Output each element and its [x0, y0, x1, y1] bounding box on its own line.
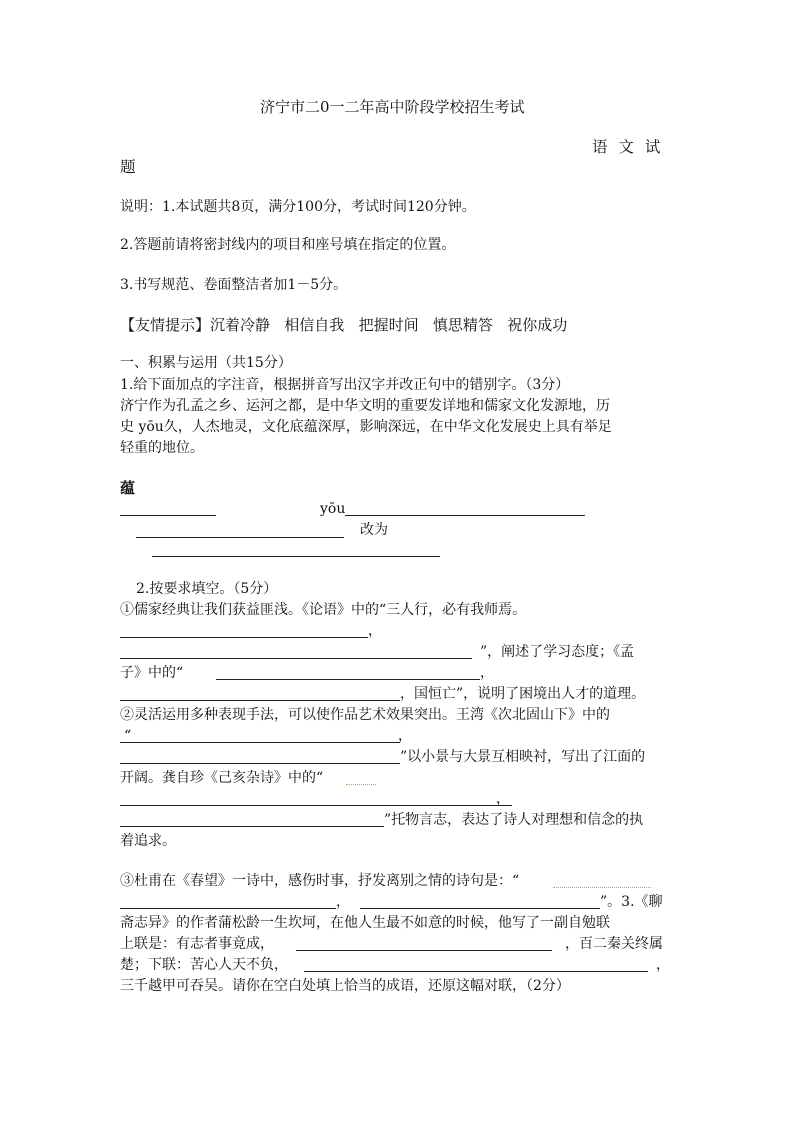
q2b-blank-4[interactable] — [120, 826, 384, 827]
q1-passage-line-2: 史 yōu久，人杰地灵，文化底蕴深厚，影响深远，在中华文化发展史上具有举足 — [120, 419, 612, 435]
friendly-tip: 【友情提示】沉着冷静 相信自我 把握时间 慎思精答 祝你成功 — [120, 316, 568, 334]
q2b-blank-1[interactable] — [120, 742, 400, 743]
q1-passage-line-3: 轻重的地位。 — [120, 440, 204, 456]
q2a-line-5-tail: ，国恒亡”，说明了困境出人才的道理。 — [400, 686, 646, 702]
q2b-line-6-tail: ”托物言志，表达了诗人对理想和信念的执 — [384, 812, 644, 828]
q1-hanzi-answer-blank[interactable] — [345, 515, 585, 516]
exam-title: 济宁市二0一二年高中阶段学校招生考试 — [260, 98, 525, 116]
q3-upper-couplet-tail: ，百二秦关终属 — [565, 936, 663, 952]
q2c-line-2-tail: ”。3.《聊 — [600, 894, 663, 910]
q2b-blank-3-start[interactable] — [346, 784, 376, 785]
q2b-line-3-tail: ”以小景与大景互相映衬，写出了江面的 — [400, 749, 646, 765]
q2a-blank-1[interactable] — [120, 637, 368, 638]
q2a-comma: ， — [368, 623, 382, 639]
q3-lower-couplet-blank[interactable] — [304, 971, 648, 972]
q1-word-to-annotate: 蕴 — [120, 479, 136, 497]
q2b-line-4: 开阔。龚自珍《己亥杂诗》中的“ — [120, 770, 324, 786]
q1-passage-line-1: 济宁作为孔孟之乡、运河之都，是中华文明的重要发详地和儒家文化发源地，历 — [120, 398, 610, 414]
q1-correction-blank[interactable] — [152, 556, 440, 557]
instruction-line-3: 3.书写规范、卷面整洁者加1－5分。 — [120, 277, 348, 293]
q2b-line-7: 着追求。 — [120, 833, 176, 849]
q3-upper-couplet-head: 上联是：有志者事竟成， — [120, 936, 274, 952]
q3-upper-couplet-blank[interactable] — [296, 950, 552, 951]
q1-stem: 1.给下面加点的字注音，根据拼音写出汉字并改正句中的错别字。（3分） — [120, 377, 570, 393]
q2a-comma-2: ， — [480, 665, 494, 681]
q3-line-1: 斋志异》的作者蒲松龄一生坎坷，在他人生最不如意的时候，他写了一副自勉联 — [120, 915, 610, 931]
q2c-blank-1[interactable] — [120, 908, 336, 909]
q3-lower-couplet-head: 楚；下联：苦心人天不负， — [120, 957, 288, 973]
q2c-blank-1-start[interactable] — [553, 887, 651, 888]
q2b-open-quote: “ — [124, 728, 132, 744]
q3-lower-couplet-comma: ， — [656, 957, 670, 973]
q1-change-label: 改为 — [360, 522, 388, 538]
q1-pinyin-answer-blank[interactable] — [120, 515, 216, 516]
q2a-line-1: ①儒家经典让我们获益匪浅。《论语》中的“三人行，必有我师焉。 — [120, 602, 527, 618]
instruction-line-1: 说明：1.本试题共8页，满分100分，考试时间120分钟。 — [120, 199, 476, 215]
q2a-line-4: 子》中的“ — [120, 665, 184, 681]
q2b-line-1: ②灵活运用多种表现手法，可以使作品艺术效果突出。王湾《次北固山下》中的 — [120, 707, 610, 723]
q2b-blank-2[interactable] — [120, 763, 400, 764]
subject-title-part2: 题 — [120, 158, 136, 176]
q3-line-6: 三千越甲可吞吴。请你在空白处填上恰当的成语，还原这幅对联，（2分） — [120, 978, 570, 994]
q2b-comma-2: ， — [496, 791, 510, 807]
q2a-blank-4[interactable] — [120, 700, 400, 701]
q2a-line-3-tail: ”，阐述了学习态度；《孟 — [480, 644, 635, 660]
q2c-comma: ， — [336, 894, 350, 910]
q2c-blank-2[interactable] — [360, 908, 600, 909]
q2b-blank-3[interactable] — [120, 805, 512, 806]
q2c-line-1: ③杜甫在《春望》一诗中，感伤时事，抒发离别之情的诗句是：“ — [120, 873, 520, 889]
q2a-blank-3[interactable] — [216, 679, 480, 680]
q1-pinyin-label: yōu — [320, 501, 346, 517]
q1-wrong-char-blank[interactable] — [136, 537, 344, 538]
instruction-line-2: 2.答题前请将密封线内的项目和座号填在指定的位置。 — [120, 237, 456, 253]
subject-title-part1: 语 文 试 — [592, 138, 664, 156]
q2b-comma: ， — [398, 728, 412, 744]
q2a-blank-2[interactable] — [120, 658, 472, 659]
section-heading: 一、积累与运用（共15分） — [120, 355, 292, 371]
q2-stem: 2.按要求填空。（5分） — [136, 581, 278, 597]
